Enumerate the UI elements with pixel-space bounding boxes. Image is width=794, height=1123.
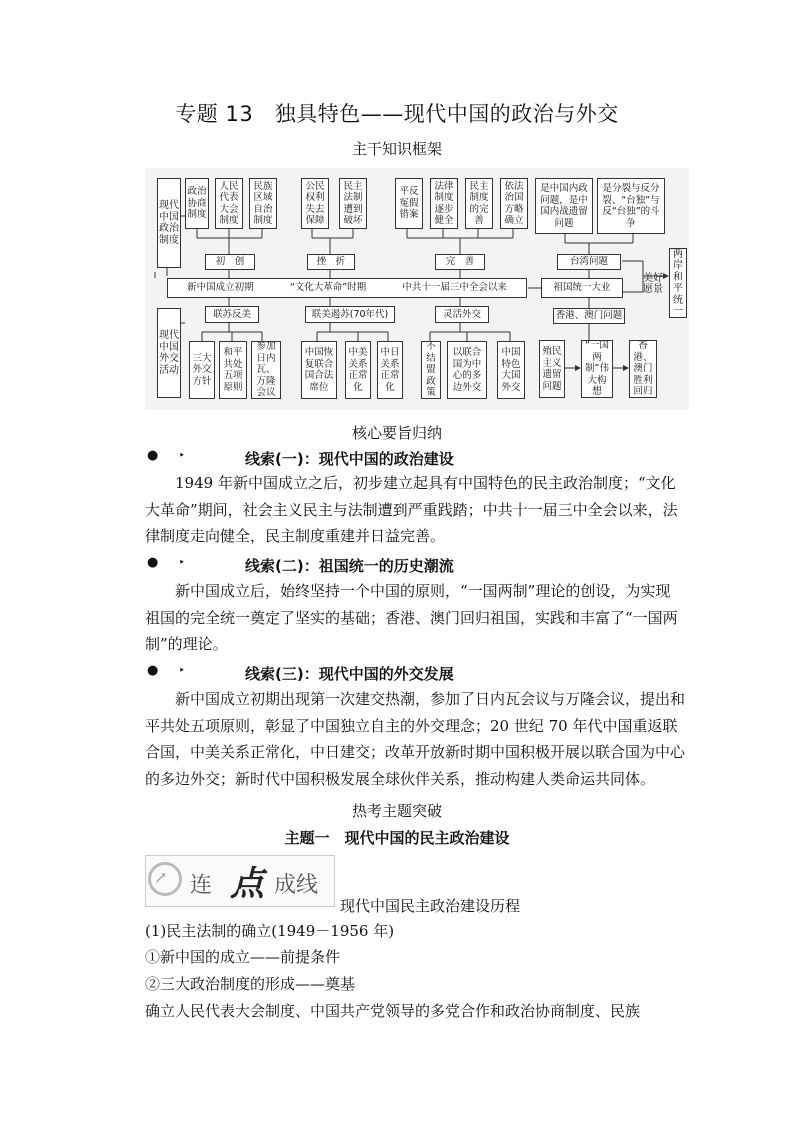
diplomacy-box: 中国恢复联合国合法席位 — [301, 341, 337, 399]
phase-setback: 挫 折 — [307, 254, 355, 270]
timeline-period-1: 新中国成立初期 — [187, 282, 254, 294]
timeline-period-2: “文化大革命”时期 — [289, 282, 367, 294]
diplomacy-phase: 灵活外交 — [435, 306, 489, 323]
process-title: 现代中国民主政治建设历程 — [340, 897, 521, 915]
political-box: 政治协商制度 — [185, 178, 209, 229]
clue-3-heading — [145, 663, 685, 685]
peaceful-unification-box: 两岸和平统一 — [669, 248, 687, 318]
line-3: ②三大政治制度的形成——奠基 — [145, 975, 356, 993]
arrow-icon: ‣ — [179, 558, 185, 568]
clue-2-heading — [145, 555, 685, 577]
timeline-period-3: 中共十一届三中全会以来 — [402, 282, 507, 294]
diplomacy-box: 中国特色大国外交 — [497, 341, 525, 399]
diplomacy-box: 中日关系正常化 — [377, 341, 403, 399]
clue-2-text: 新中国成立后，始终坚持一个中国的原则，“一国两制”理论的创设，为实现祖国的完全统一奠定了坚实的基础；香港、澳门回归祖国，实践和丰富了“一国两制”的理论。 — [145, 582, 678, 653]
clue-1-text: 1949 年新中国成立之后，初步建立起具有中国特色的民主政治制度；“文化大革命”期间，社会主义民主与法制遭到严重践踏；中共十一届三中全会以来，法律制度走向健全，民主制度重建并日益完善。 — [145, 474, 678, 545]
taiwan-struggle-box: 是分裂与反分裂、“台独”与反“台独”的斗争 — [597, 178, 665, 234]
core-summary-title: 核心要旨归纳 — [351, 424, 442, 442]
line-1: (1)民主法制的确立(1949－1956 年) — [145, 922, 395, 940]
political-box: 依法治国方略确立 — [500, 178, 528, 229]
clue-1-title: 线索(一)：现代中国的政治建设 — [245, 450, 454, 468]
arrow-icon: ‣ — [179, 451, 185, 461]
modern-political-system-label: 现代中国政治制度 — [157, 178, 181, 268]
diplomacy-box: 和平共处五项原则 — [219, 341, 247, 399]
wish-label: 美好愿景 — [643, 273, 663, 295]
line-4: 确立人民代表大会制度、中国共产党领导的多党合作和政治协商制度、民族 — [145, 1002, 641, 1020]
bullet-icon: ● — [147, 448, 159, 463]
phase-improvement: 完 善 — [435, 254, 485, 270]
clue-3-title: 线索(三)：现代中国的外交发展 — [245, 665, 454, 683]
hot-topics-title: 热考主题突破 — [351, 802, 442, 820]
topic-1-title: 主题一 现代中国的民主政治建设 — [284, 829, 510, 847]
diplomacy-box: 以联合国为中心的多边外交 — [447, 341, 487, 399]
diplomacy-box: 不结盟政策 — [421, 341, 441, 399]
political-box: 法律制度逐步健全 — [430, 178, 458, 229]
political-box: 民主制度的完善 — [465, 178, 493, 229]
arrow-icon: ‣ — [179, 666, 185, 676]
diplomacy-box: 中美关系正常化 — [345, 341, 371, 399]
modern-diplomacy-label: 现代中国外交活动 — [157, 308, 181, 398]
political-box: 人民代表大会制度 — [215, 178, 243, 229]
clue-2-title: 线索(二)：祖国统一的历史潮流 — [245, 557, 454, 575]
political-box: 平反冤假错案 — [395, 178, 423, 229]
political-box: 公民权利失去保障 — [301, 178, 329, 229]
one-country-two-systems-box: “一国两制”伟大构想 — [581, 340, 613, 398]
clue-1-heading — [145, 448, 685, 470]
hkmo-issue-box: 香港、澳门问题 — [553, 308, 625, 324]
bullet-icon: ● — [147, 555, 159, 570]
diplomacy-phase: 联美遏苏(70年代) — [305, 306, 395, 323]
diplomacy-box: 参加日内瓦、万隆会议 — [251, 341, 281, 399]
page-title: 专题 13 独具特色——现代中国的政治与外交 — [175, 102, 619, 126]
political-box: 民主法制遭到破坏 — [339, 178, 367, 229]
hkmo-return-box: 香港、澳门胜利回归 — [629, 340, 657, 398]
connect-points-logo: ↗ 连 点 成线 — [145, 855, 335, 907]
line-2: ①新中国的成立——前提条件 — [145, 948, 341, 966]
unification-box: 祖国统一大业 — [541, 278, 623, 298]
taiwan-issue-box: 台湾问题 — [557, 254, 621, 270]
knowledge-framework-diagram — [145, 168, 689, 410]
taiwan-nature-box: 是中国内政问题，是中国内战遗留问题 — [535, 178, 593, 234]
bullet-icon: ● — [147, 663, 159, 678]
political-box: 民族区域自治制度 — [249, 178, 277, 229]
phase-creation: 初 创 — [205, 254, 255, 270]
diplomacy-phase: 联苏反美 — [205, 306, 259, 323]
colonial-legacy-box: 殖民主义遗留问题 — [539, 340, 565, 398]
trend-arrow-icon: ↗ — [154, 868, 168, 887]
diplomacy-box: 三大外交方针 — [189, 341, 215, 399]
clue-3-text: 新中国成立初期出现第一次建交热潮，参加了日内瓦会议与万隆会议，提出和平共处五项原则，彰显了中国独立自主的外交理念；20 世纪 70 年代中国重返联合国，中美关系正常化，中日建交；改革开放新时期中国积极开展以联合国为中心的多边外交；新时代中国积极发展全球伙伴关系，推动构建人类命运共同体。 — [145, 690, 686, 788]
timeline-bar — [167, 278, 527, 298]
framework-title: 主干知识框架 — [351, 140, 442, 158]
